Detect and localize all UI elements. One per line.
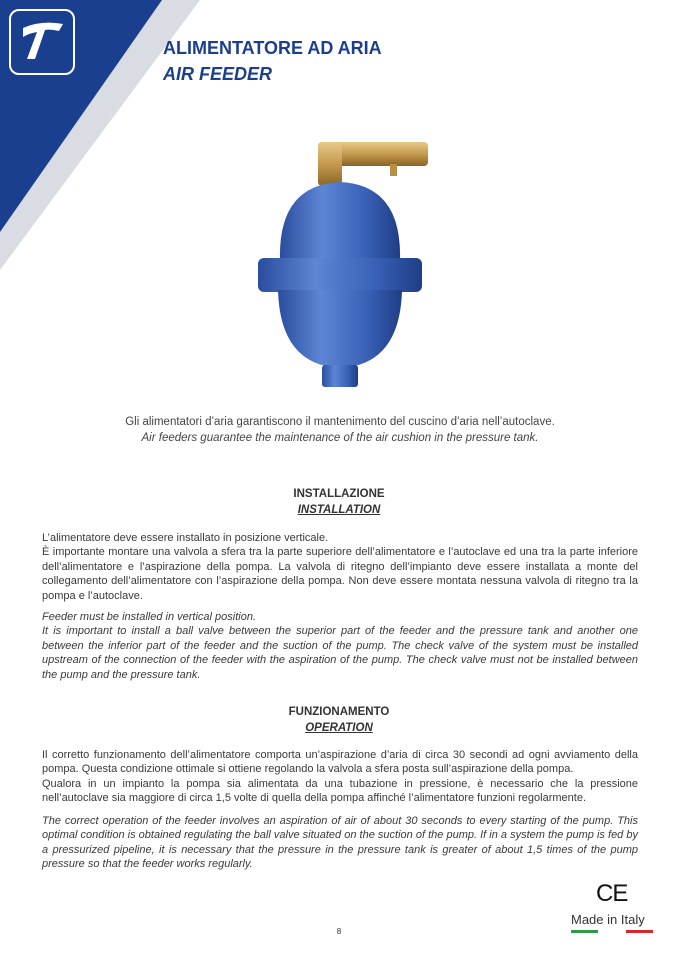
page-number: 8 [336,927,342,936]
operation-title-it: FUNZIONAMENTO [288,706,390,718]
caption-it: Gli alimentatori d’aria garantiscono il mantenimento del cuscino d’aria nell’autoclave. [125,416,555,428]
page-title: ALIMENTATORE AD ARIA [163,38,382,58]
logo-t-icon [11,11,72,72]
operation-heading [0,704,678,736]
operation-title-en: OPERATION [305,722,373,734]
installation-title-en: INSTALLATION [297,504,381,516]
page-subtitle: AIR FEEDER [163,64,273,84]
air-feeder-product-image [250,130,430,395]
made-in-italy-label: Made in Italy [571,912,645,927]
operation-body-en: The correct operation of the feeder involves an aspiration of air of about 30 seconds to every starting of the pump. This optimal condition is obtained regulating the ball valve situated on the suction of the pump. If in a system the pump is fed by a pressurized pipeline, it is necessary that the pressure in the pressure tank is greater of about 1,5 times of the pump pressure so that the feeder works regularly. [42,815,638,871]
ce-mark: CE [596,880,628,907]
product-caption [40,414,640,446]
caption-en: Air feeders guarantee the maintenance of the air cushion in the pressure tank. [141,432,539,444]
installation-heading [0,486,678,518]
installation-title-it: INSTALLAZIONE [293,488,385,500]
brand-logo [9,9,75,75]
installation-body-it: L’alimentatore deve essere installato in posizione verticale. È importante montare una valvola a sfera tra la parte superiore dell’alimentatore e l’autoclave ed una tra la parte inferiore dell’alimentatore e l’aspirazione della pompa. La valvola di ritegno dell’impianto deve essere installata a monte del collegamento dell’alimentatore con l’aspirazione della pompa. Non deve essere montata nessuna valvola di ritegno tra la pompa e l’autoclave. [42,532,638,602]
installation-body-en: Feeder must be installed in vertical position. It is important to install a ball valve between the superior part of the feeder and the pressure tank and another one between the inferior part of the feeder and the suction of the pump. The check valve of the system must be installed upstream of the connection of the feeder with the aspiration of the pump. The check valve must not be installed between the pump and the pressure tank. [42,611,638,681]
operation-body-it: Il corretto funzionamento dell’alimentatore comporta un’aspirazione d’aria di circa 30 secondi ad ogni avviamento della pompa. Questa condizione ottimale si ottiene regolando la valvola a sfera posta sull’aspirazione della pompa. Qualora in un impianto la pompa sia alimentata da una tubazione in pressione, è necessario che la pressione nell’autoclave sia maggiore di circa 1,5 volte di quella della pompa affinché l’alimentatore funzioni regolarmente. [42,749,638,805]
